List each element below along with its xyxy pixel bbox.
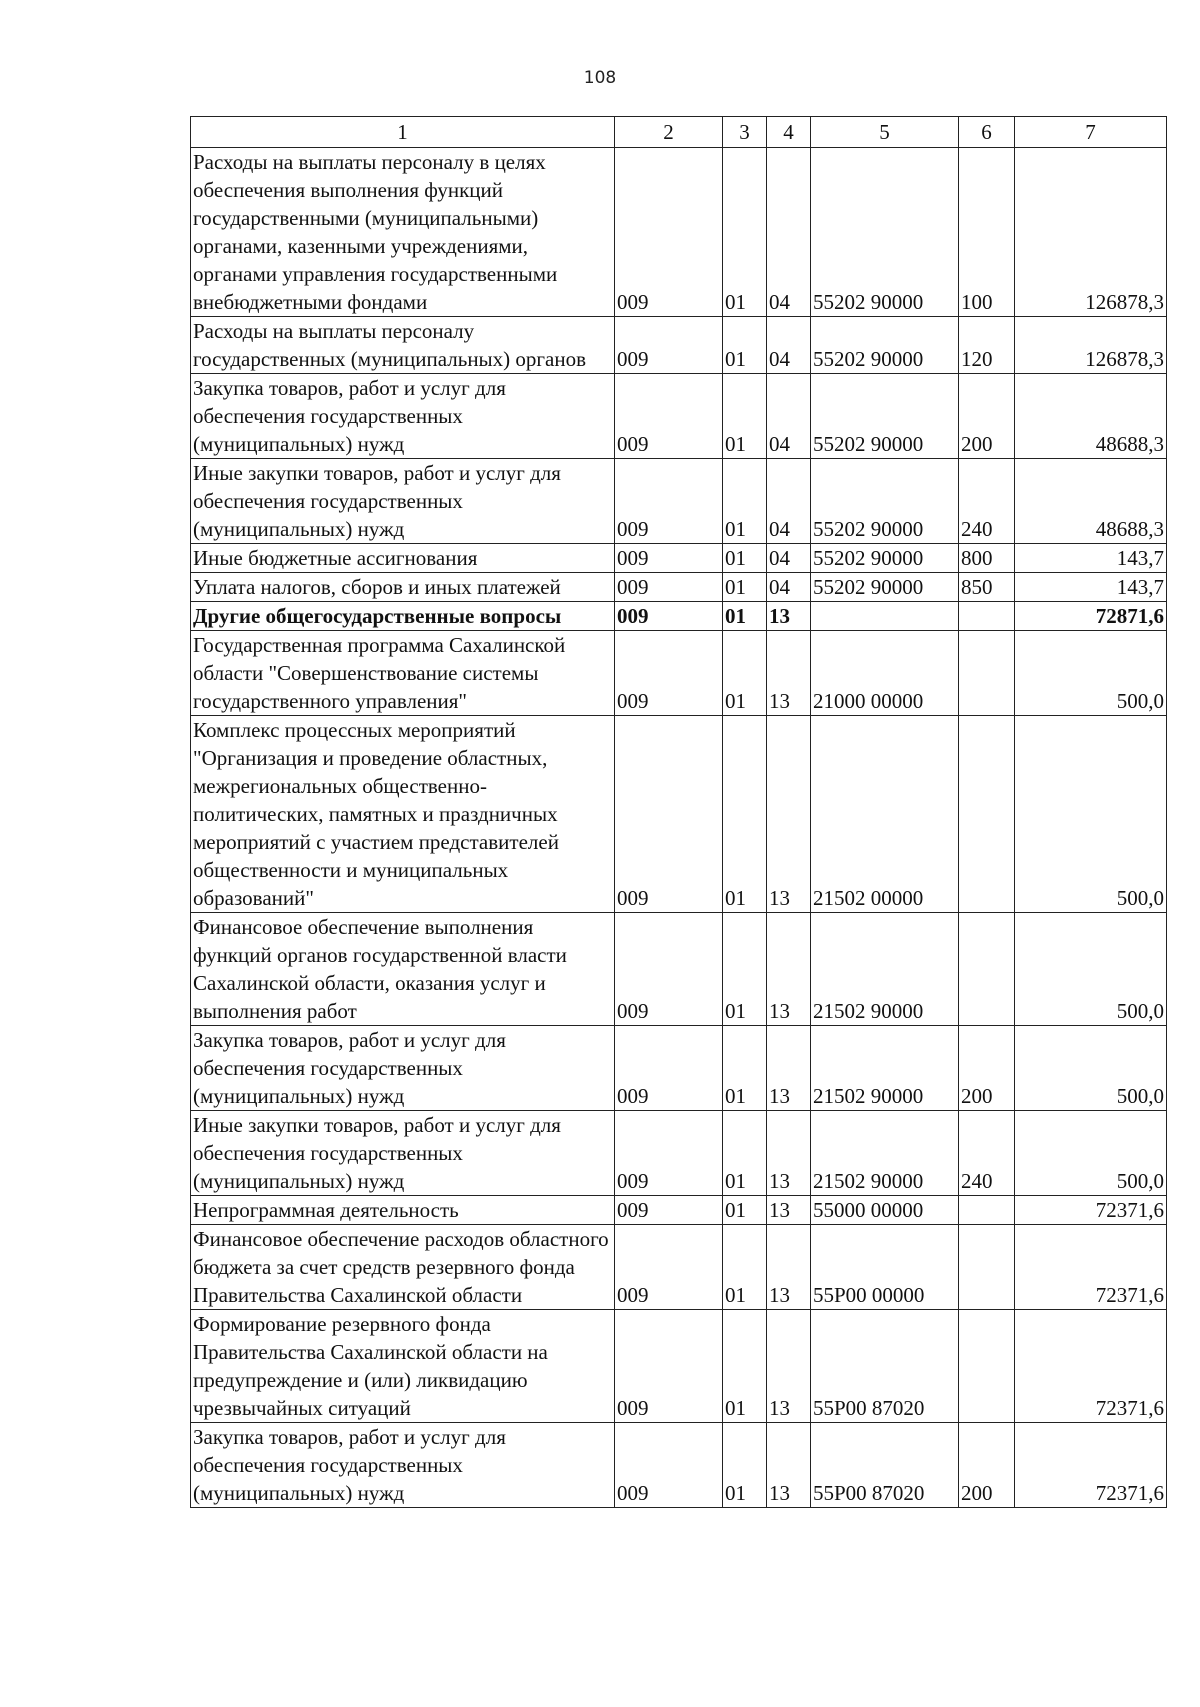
header-col-7: 7 <box>1015 117 1167 148</box>
table-row <box>191 317 1167 374</box>
row-subsection-code: 13 <box>767 1026 811 1111</box>
row-target-article: 55202 90000 <box>811 317 959 374</box>
row-amount: 72371,6 <box>1015 1310 1167 1423</box>
row-subsection-code: 13 <box>767 913 811 1026</box>
row-name: Иные закупки товаров, работ и услуг для обеспечения государственных (муниципальных) нужд <box>191 459 615 544</box>
row-target-article: 55202 90000 <box>811 459 959 544</box>
row-section-code: 01 <box>723 317 767 374</box>
row-target-article: 55Р00 87020 <box>811 1310 959 1423</box>
row-amount: 143,7 <box>1015 573 1167 602</box>
row-target-article: 21502 90000 <box>811 1026 959 1111</box>
row-amount: 48688,3 <box>1015 374 1167 459</box>
row-section-code: 01 <box>723 602 767 631</box>
row-amount: 500,0 <box>1015 716 1167 913</box>
table-row <box>191 602 1167 631</box>
table-body <box>191 148 1167 1508</box>
row-amount: 500,0 <box>1015 1026 1167 1111</box>
row-name: Финансовое обеспечение выполнения функций органов государственной власти Сахалинской области, оказания услуг и выполнения работ <box>191 913 615 1026</box>
table-row <box>191 1196 1167 1225</box>
header-col-6: 6 <box>959 117 1015 148</box>
row-amount: 72371,6 <box>1015 1423 1167 1508</box>
row-ved-code: 009 <box>615 1225 723 1310</box>
row-target-article: 21502 00000 <box>811 716 959 913</box>
row-subsection-code: 13 <box>767 631 811 716</box>
row-amount: 72371,6 <box>1015 1196 1167 1225</box>
row-name: Финансовое обеспечение расходов областного бюджета за счет средств резервного фонда Правительства Сахалинской области <box>191 1225 615 1310</box>
row-expense-type <box>959 631 1015 716</box>
row-name: Формирование резервного фонда Правительства Сахалинской области на предупреждение и (или) ликвидацию чрезвычайных ситуаций <box>191 1310 615 1423</box>
row-name: Расходы на выплаты персоналу в целях обеспечения выполнения функций государственными (муниципальными) органами, казенными учреждениями, органами управления государственными внебюджетными фондами <box>191 148 615 317</box>
row-amount: 126878,3 <box>1015 317 1167 374</box>
row-section-code: 01 <box>723 1196 767 1225</box>
table-row <box>191 1423 1167 1508</box>
row-expense-type: 200 <box>959 1026 1015 1111</box>
row-expense-type: 240 <box>959 459 1015 544</box>
row-name: Закупка товаров, работ и услуг для обеспечения государственных (муниципальных) нужд <box>191 374 615 459</box>
row-expense-type: 850 <box>959 573 1015 602</box>
row-amount: 143,7 <box>1015 544 1167 573</box>
row-target-article: 55202 90000 <box>811 374 959 459</box>
row-ved-code: 009 <box>615 1310 723 1423</box>
row-target-article: 55202 90000 <box>811 148 959 317</box>
row-ved-code: 009 <box>615 1196 723 1225</box>
row-name: Уплата налогов, сборов и иных платежей <box>191 573 615 602</box>
row-expense-type <box>959 1310 1015 1423</box>
row-ved-code: 009 <box>615 1423 723 1508</box>
row-subsection-code: 13 <box>767 1423 811 1508</box>
row-ved-code: 009 <box>615 459 723 544</box>
row-subsection-code: 13 <box>767 716 811 913</box>
row-expense-type <box>959 716 1015 913</box>
row-amount: 126878,3 <box>1015 148 1167 317</box>
table-row <box>191 374 1167 459</box>
row-expense-type: 100 <box>959 148 1015 317</box>
row-target-article: 55Р00 87020 <box>811 1423 959 1508</box>
row-section-code: 01 <box>723 544 767 573</box>
row-ved-code: 009 <box>615 631 723 716</box>
table-row <box>191 1310 1167 1423</box>
row-subsection-code: 13 <box>767 602 811 631</box>
row-target-article: 55202 90000 <box>811 544 959 573</box>
row-target-article <box>811 602 959 631</box>
row-amount: 500,0 <box>1015 1111 1167 1196</box>
header-col-3: 3 <box>723 117 767 148</box>
table-row <box>191 1225 1167 1310</box>
table-row <box>191 573 1167 602</box>
row-target-article: 55202 90000 <box>811 573 959 602</box>
row-section-code: 01 <box>723 374 767 459</box>
page-number: 108 <box>583 68 617 88</box>
row-target-article: 55Р00 00000 <box>811 1225 959 1310</box>
header-col-2: 2 <box>615 117 723 148</box>
row-ved-code: 009 <box>615 913 723 1026</box>
row-subsection-code: 04 <box>767 148 811 317</box>
row-subsection-code: 13 <box>767 1310 811 1423</box>
row-name: Иные бюджетные ассигнования <box>191 544 615 573</box>
row-target-article: 55000 00000 <box>811 1196 959 1225</box>
row-ved-code: 009 <box>615 1026 723 1111</box>
row-expense-type: 240 <box>959 1111 1015 1196</box>
row-expense-type <box>959 913 1015 1026</box>
row-section-code: 01 <box>723 631 767 716</box>
header-col-5: 5 <box>811 117 959 148</box>
row-ved-code: 009 <box>615 602 723 631</box>
row-name: Непрограммная деятельность <box>191 1196 615 1225</box>
row-amount: 500,0 <box>1015 631 1167 716</box>
row-ved-code: 009 <box>615 317 723 374</box>
row-target-article: 21000 00000 <box>811 631 959 716</box>
row-amount: 72871,6 <box>1015 602 1167 631</box>
header-col-1: 1 <box>191 117 615 148</box>
row-name: Расходы на выплаты персоналу государственных (муниципальных) органов <box>191 317 615 374</box>
row-expense-type <box>959 1225 1015 1310</box>
table-row <box>191 716 1167 913</box>
row-section-code: 01 <box>723 1111 767 1196</box>
row-expense-type <box>959 602 1015 631</box>
row-expense-type: 120 <box>959 317 1015 374</box>
row-name: Другие общегосударственные вопросы <box>191 602 615 631</box>
row-subsection-code: 13 <box>767 1196 811 1225</box>
table-row <box>191 148 1167 317</box>
row-expense-type: 200 <box>959 374 1015 459</box>
table-row <box>191 1026 1167 1111</box>
row-name: Закупка товаров, работ и услуг для обеспечения государственных (муниципальных) нужд <box>191 1026 615 1111</box>
table-row <box>191 913 1167 1026</box>
row-name: Иные закупки товаров, работ и услуг для обеспечения государственных (муниципальных) нужд <box>191 1111 615 1196</box>
table-row <box>191 459 1167 544</box>
row-name: Закупка товаров, работ и услуг для обеспечения государственных (муниципальных) нужд <box>191 1423 615 1508</box>
budget-table <box>190 116 1167 1508</box>
row-section-code: 01 <box>723 459 767 544</box>
row-subsection-code: 13 <box>767 1225 811 1310</box>
table-row <box>191 544 1167 573</box>
row-subsection-code: 04 <box>767 459 811 544</box>
row-section-code: 01 <box>723 1423 767 1508</box>
row-expense-type: 800 <box>959 544 1015 573</box>
row-ved-code: 009 <box>615 1111 723 1196</box>
row-section-code: 01 <box>723 716 767 913</box>
row-amount: 48688,3 <box>1015 459 1167 544</box>
row-amount: 500,0 <box>1015 913 1167 1026</box>
row-section-code: 01 <box>723 913 767 1026</box>
row-section-code: 01 <box>723 1310 767 1423</box>
row-target-article: 21502 90000 <box>811 913 959 1026</box>
row-ved-code: 009 <box>615 374 723 459</box>
row-amount: 72371,6 <box>1015 1225 1167 1310</box>
row-section-code: 01 <box>723 573 767 602</box>
row-ved-code: 009 <box>615 716 723 913</box>
row-subsection-code: 04 <box>767 317 811 374</box>
table-row <box>191 631 1167 716</box>
row-section-code: 01 <box>723 1026 767 1111</box>
row-ved-code: 009 <box>615 544 723 573</box>
header-col-4: 4 <box>767 117 811 148</box>
row-expense-type: 200 <box>959 1423 1015 1508</box>
row-section-code: 01 <box>723 148 767 317</box>
row-target-article: 21502 90000 <box>811 1111 959 1196</box>
row-name: Комплекс процессных мероприятий "Организация и проведение областных, межрегиональных общественно-политических, памятных и праздничных мероприятий с участием представителей общественности и муниципальных образований" <box>191 716 615 913</box>
row-subsection-code: 04 <box>767 573 811 602</box>
row-subsection-code: 13 <box>767 1111 811 1196</box>
row-expense-type <box>959 1196 1015 1225</box>
row-section-code: 01 <box>723 1225 767 1310</box>
row-subsection-code: 04 <box>767 374 811 459</box>
row-name: Государственная программа Сахалинской области "Совершенствование системы государственного управления" <box>191 631 615 716</box>
row-ved-code: 009 <box>615 573 723 602</box>
table-row <box>191 1111 1167 1196</box>
row-ved-code: 009 <box>615 148 723 317</box>
header-row <box>191 117 1167 148</box>
row-subsection-code: 04 <box>767 544 811 573</box>
